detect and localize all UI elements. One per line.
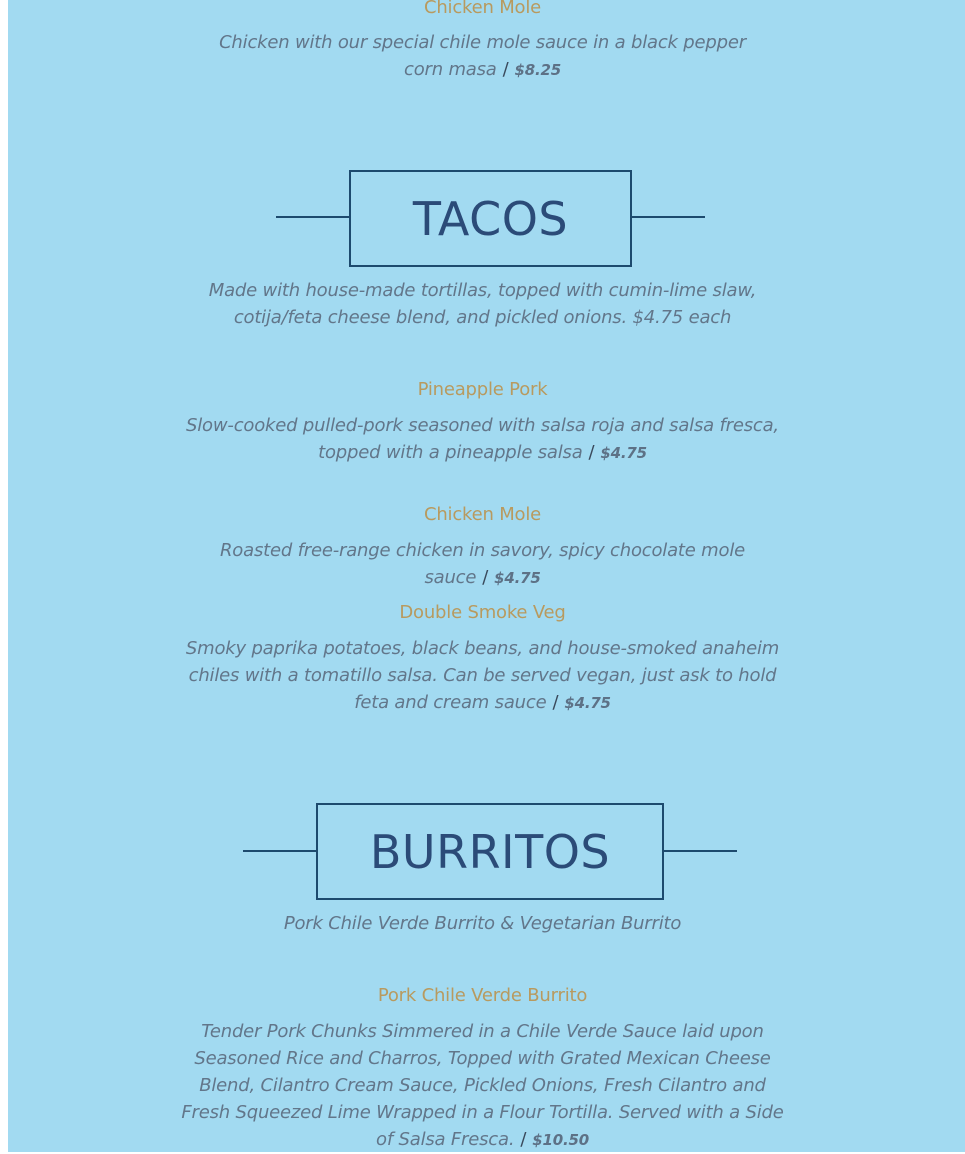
menu-item-pork-chile-verde-burrito — [0, 985, 965, 1007]
price-separator: / — [552, 692, 559, 713]
burritos-heading: BURRITOS — [369, 824, 611, 879]
menu-item-top — [0, 0, 965, 19]
item-title: Chicken Mole — [423, 504, 542, 525]
price-separator: / — [482, 567, 489, 588]
item-description-text: Tender Pork Chunks Simmered in a Chile Verde Sauce laid upon Seasoned Rice and Charros, Topped with Grated Mexican Cheese Blend, Cilantro Cream Sauce, Pickled Onions, Fresh Cilantro and Fresh Squeezed Lime Wrapped in a Flour Tortilla. Served with a Side of Salsa Fresca. — [181, 1021, 784, 1150]
burritos-heading-box — [316, 803, 664, 900]
item-description-text: Smoky paprika potatoes, black beans, and house-smoked anaheim chiles with a tomatillo salsa. Can be served vegan, just ask to hold feta and cream sauce — [185, 638, 780, 713]
price-separator: / — [502, 59, 509, 80]
item-price: $10.50 — [532, 1131, 589, 1149]
burritos-intro: Pork Chile Verde Burrito & Vegetarian Burrito — [283, 913, 682, 934]
tacos-heading-box — [349, 170, 632, 267]
item-price: $4.75 — [564, 694, 611, 712]
item-title: Pork Chile Verde Burrito — [377, 985, 588, 1006]
menu-item-double-smoke-veg — [0, 602, 965, 624]
item-price: $4.75 — [600, 444, 647, 462]
item-description — [178, 1018, 788, 1154]
item-title: Pineapple Pork — [417, 379, 548, 400]
item-description — [173, 412, 793, 467]
item-description — [213, 29, 753, 84]
price-separator: / — [588, 442, 595, 463]
item-price: $4.75 — [494, 569, 541, 587]
burritos-left-rule — [243, 850, 317, 852]
item-description-wrap — [0, 537, 965, 592]
item-description — [173, 635, 793, 717]
item-description-text: Roasted free-range chicken in savory, spicy chocolate mole sauce — [220, 540, 745, 588]
menu-item-pineapple-pork — [0, 379, 965, 401]
item-title: Chicken Mole — [423, 0, 542, 18]
item-price: $8.25 — [514, 61, 561, 79]
item-description-wrap — [0, 29, 965, 84]
item-title: Double Smoke Veg — [399, 602, 566, 623]
burritos-intro-wrap — [0, 910, 965, 937]
menu-item-chicken-mole — [0, 504, 965, 526]
tacos-intro-wrap — [0, 277, 965, 331]
burritos-right-rule — [663, 850, 737, 852]
tacos-heading: TACOS — [412, 191, 569, 246]
tacos-intro: Made with house-made tortillas, topped with cumin-lime slaw, cotija/feta cheese blend, and pickled onions. $4.75 each — [208, 280, 757, 328]
item-description-wrap — [0, 635, 965, 717]
item-description-text: Chicken with our special chile mole sauce in a black pepper corn masa — [219, 32, 746, 80]
price-separator: / — [520, 1129, 527, 1150]
item-description — [163, 537, 803, 592]
item-description-text: Slow-cooked pulled-pork seasoned with salsa roja and salsa fresca, topped with a pineapple salsa — [186, 415, 779, 463]
item-description-wrap — [0, 412, 965, 467]
tacos-right-rule — [631, 216, 705, 218]
tacos-left-rule — [276, 216, 350, 218]
item-description-wrap — [0, 1018, 965, 1154]
